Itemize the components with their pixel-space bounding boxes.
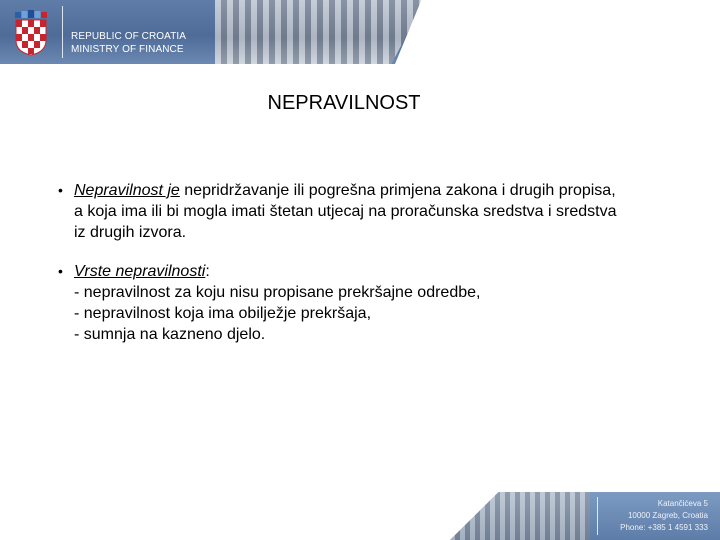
type-item: - nepravilnost za koju nisu propisane prekršajne odredbe, [74, 284, 481, 301]
bullet-definition [58, 180, 698, 243]
definition-line-3: iz drugih izvora. [74, 224, 187, 241]
definition-term: Nepravilnost je [74, 182, 180, 199]
organization-name [71, 30, 186, 56]
type-item: - sumnja na kazneno djelo. [74, 326, 266, 343]
bullet-dot-icon: • [58, 182, 63, 198]
footer-address [610, 498, 708, 534]
bullet-types [58, 261, 698, 345]
definition-text-1: nepridržavanje ili pogrešna primjena zakona i drugih propisa, [179, 182, 616, 199]
footer-line-3: Phone: +385 1 4591 333 [620, 523, 708, 532]
bullet-dot-icon: • [58, 263, 63, 279]
header-divider [62, 6, 63, 58]
org-line-2: MINISTRY OF FINANCE [71, 44, 184, 55]
types-colon: : [205, 263, 210, 280]
header-cutout [395, 0, 720, 64]
org-line-1: REPUBLIC OF CROATIA [71, 31, 187, 42]
type-item: - nepravilnost koja ima obilježje prekršaja, [74, 305, 372, 322]
footer-building-photo [450, 492, 590, 540]
slide-title: NEPRAVILNOST [267, 92, 421, 114]
footer-line-2: 10000 Zagreb, Croatia [627, 511, 708, 520]
definition-line-1 [74, 180, 698, 201]
header-building-photo [215, 0, 425, 64]
types-heading [74, 261, 698, 282]
slide-body [58, 180, 698, 363]
header-band [0, 0, 720, 64]
footer-divider [597, 497, 598, 535]
definition-line-2: a koja ima ili bi mogla imati štetan utjecaj na proračunska sredstva i sredstva [74, 203, 617, 220]
footer-line-1: Katančićeva 5 [657, 499, 708, 508]
types-term: Vrste nepravilnosti [74, 263, 206, 280]
croatian-coat-of-arms-icon [14, 10, 48, 56]
